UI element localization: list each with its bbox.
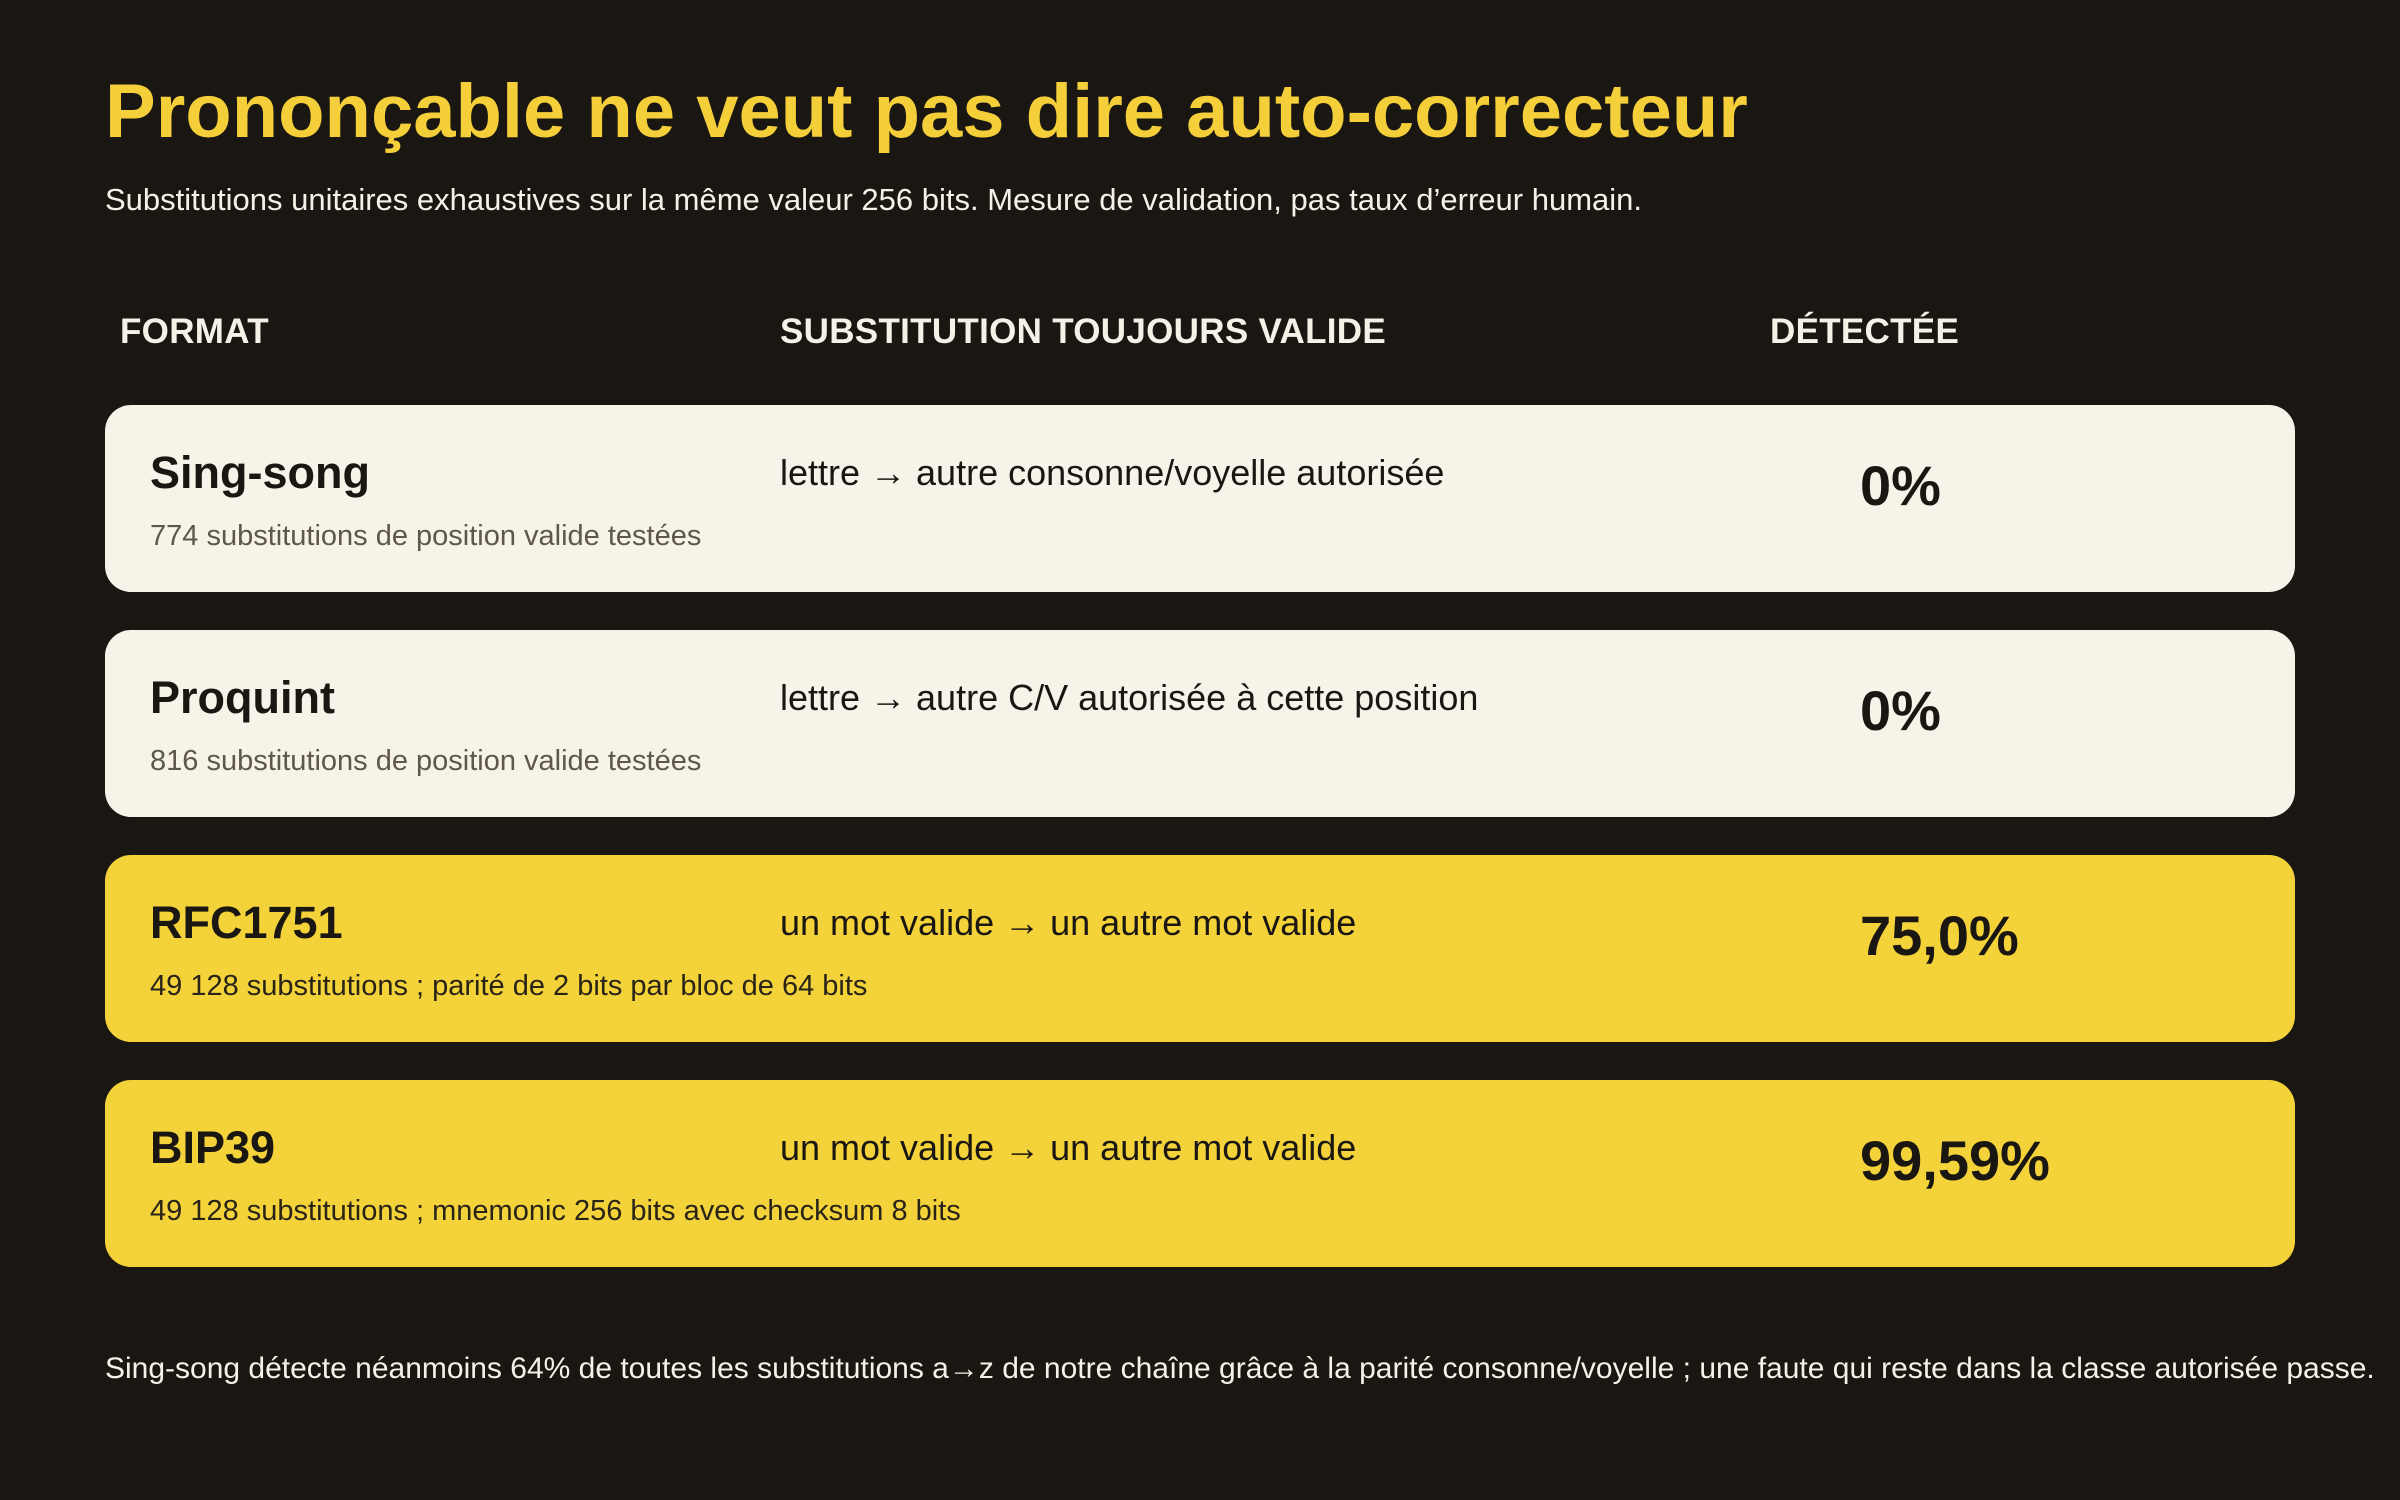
detected-percent: 0% xyxy=(1860,679,1941,742)
footnote: Sing-song détecte néanmoins 64% de toutes les substitutions a→z de notre chaîne grâce à la parité consonne/voyelle ; une faute qui reste dans la classe autorisée passe. xyxy=(105,1352,2375,1385)
format-note: 49 128 substitutions ; mnemonic 256 bits avec checksum 8 bits xyxy=(150,1195,961,1227)
substitution-text: un mot valide → un autre mot valide xyxy=(780,1127,1357,1168)
substitution-text: lettre → autre consonne/voyelle autorisée xyxy=(780,452,1445,493)
format-name: RFC1751 xyxy=(150,897,343,948)
format-note: 49 128 substitutions ; parité de 2 bits par bloc de 64 bits xyxy=(150,970,868,1002)
format-note: 774 substitutions de position valide testées xyxy=(150,520,702,552)
column-header-substitution: SUBSTITUTION TOUJOURS VALIDE xyxy=(780,312,1387,351)
table-row-rfc1751 xyxy=(105,855,2295,1042)
detected-percent: 75,0% xyxy=(1860,904,2019,967)
format-name: BIP39 xyxy=(150,1122,276,1173)
table-header xyxy=(105,312,2295,356)
page-subtitle: Substitutions unitaires exhaustives sur la même valeur 256 bits. Mesure de validation, pas taux d’erreur humain. xyxy=(105,182,1643,217)
column-header-detected: DÉTECTÉE xyxy=(1770,312,1960,351)
format-name: Sing-song xyxy=(150,447,370,498)
table-row-sing-song xyxy=(105,405,2295,592)
table-row-bip39 xyxy=(105,1080,2295,1267)
format-note: 816 substitutions de position valide testées xyxy=(150,745,702,777)
detected-percent: 0% xyxy=(1860,454,1941,517)
table-row-proquint xyxy=(105,630,2295,817)
substitution-text: un mot valide → un autre mot valide xyxy=(780,902,1357,943)
column-header-format: FORMAT xyxy=(120,312,269,351)
detected-percent: 99,59% xyxy=(1860,1129,2050,1192)
format-name: Proquint xyxy=(150,672,335,723)
page-title: Prononçable ne veut pas dire auto-correcteur xyxy=(105,69,1748,154)
substitution-text: lettre → autre C/V autorisée à cette position xyxy=(780,677,1479,718)
